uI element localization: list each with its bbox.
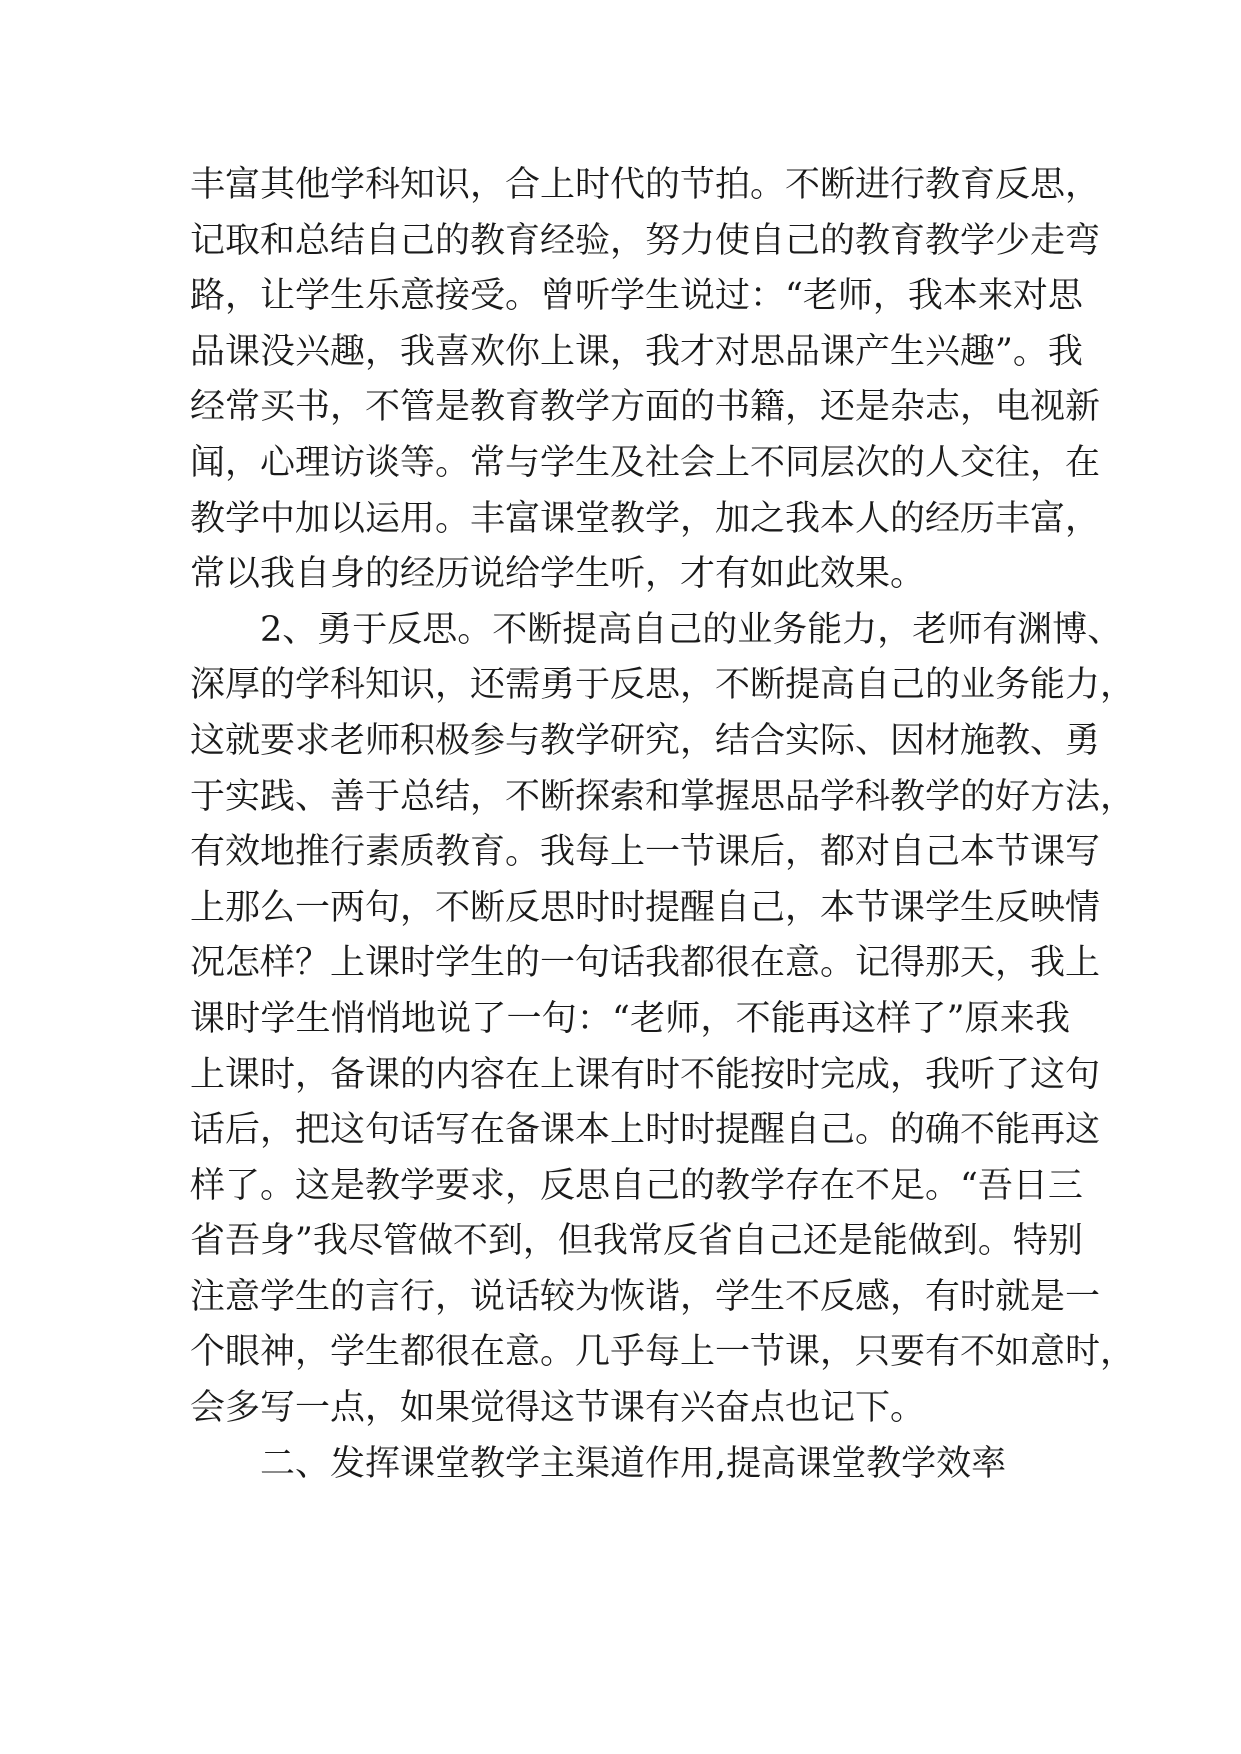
text-line: 况怎样？上课时学生的一句话我都很在意。记得那天，我上 <box>190 943 1101 984</box>
text-line: 丰富其他学科知识，合上时代的节拍。不断进行教育反思， <box>190 165 1101 205</box>
text-line: 经常买书，不管是教育教学方面的书籍，还是杂志，电视新 <box>190 387 1101 428</box>
text-line: 常以我自身的经历说给学生听，才有如此效果。 <box>190 554 926 595</box>
text-line: 品课没兴趣，我喜欢你上课，我才对思品课产生兴趣”。我 <box>190 331 1083 372</box>
text-line: 个眼神，学生都很在意。几乎每上一节课，只要有不如意时， <box>190 1332 1136 1373</box>
text-line: 深厚的学科知识，还需勇于反思，不断提高自己的业务能力， <box>190 665 1136 706</box>
text-line: 这就要求老师积极参与教学研究，结合实际、因材施教、勇 <box>190 720 1101 761</box>
text-line: 闻，心理访谈等。常与学生及社会上不同层次的人交往，在 <box>190 442 1101 483</box>
text-line: 会多写一点，如果觉得这节课有兴奋点也记下。 <box>190 1388 926 1429</box>
text-line: 注意学生的言行，说话较为恢谐，学生不反感，有时就是一 <box>190 1276 1101 1317</box>
text-line: 路，让学生乐意接受。曾听学生说过：“老师，我本来对思 <box>190 276 1083 317</box>
text-line: 2、勇于反思。不断提高自己的业务能力，老师有渊博、 <box>260 609 1123 650</box>
document-body <box>190 158 1136 1492</box>
text-line: 教学中加以运用。丰富课堂教学，加之我本人的经历丰富， <box>190 498 1101 539</box>
paragraph <box>190 158 1101 603</box>
text-line: 话后，把这句话写在备课本上时时提醒自己。的确不能再这 <box>190 1110 1101 1151</box>
text-line: 上课时，备课的内容在上课有时不能按时完成，我听了这句 <box>190 1054 1101 1095</box>
section-heading-block <box>190 1437 1070 1493</box>
section-heading: 二、发挥课堂教学主渠道作用,提高课堂教学效率 <box>260 1443 1007 1484</box>
text-line: 于实践、善于总结，不断探索和掌握思品学科教学的好方法， <box>190 776 1136 817</box>
text-line: 有效地推行素质教育。我每上一节课后，都对自己本节课写 <box>190 832 1101 873</box>
text-line: 省吾身”我尽管做不到，但我常反省自己还是能做到。特别 <box>190 1221 1083 1262</box>
text-line: 上那么一两句，不断反思时时提醒自己，本节课学生反映情 <box>190 887 1101 928</box>
text-line: 样了。这是教学要求，反思自己的教学存在不足。“吾日三 <box>190 1165 1083 1206</box>
text-line: 课时学生悄悄地说了一句：“老师，不能再这样了”原来我 <box>190 998 1070 1039</box>
paragraph <box>190 603 1136 1437</box>
text-line: 记取和总结自己的教育经验，努力使自己的教育教学少走弯 <box>190 220 1101 261</box>
